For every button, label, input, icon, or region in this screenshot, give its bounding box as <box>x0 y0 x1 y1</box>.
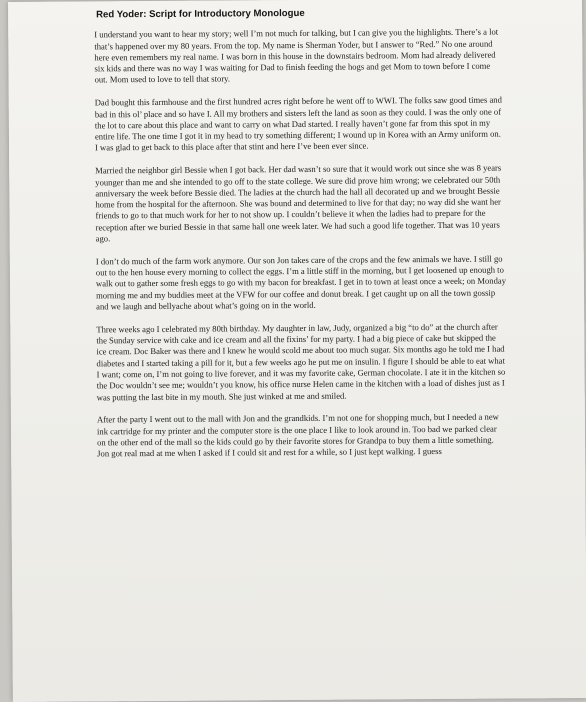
document-title: Red Yoder: Script for Introductory Monologue <box>96 7 305 21</box>
paper-sheet <box>8 0 586 702</box>
paragraph-2: Dad bought this farmhouse and the first hundred acres right before he went off to WWI. The folks saw good times and bad in this ol’ place and so have I. All my brothers and sisters left the land as soon as they could. I was the only one of the lot to care about this place and want to carry on what Dad started. I really haven’t gone far from this spot in my entire life. The one time I got it in my head to try something different; I wound up in Korea with an Army uniform on. I was glad to get back to this place after that stint and here I’ve been ever since. <box>94 94 502 153</box>
paragraph-6: After the party I went out to the mall with Jon and the grandkids. I’m not one for shopping much, but I needed a new ink cartridge for my printer and the computer store is the one place I like to look around in. Too bad we parked clear on the other end of the mall so the kids could go by their favorite stores for Grandpa to buy them a little something. Jon got real mad at me when I asked if I could sit and rest for a while, so I just kept walking. I guess <box>96 411 499 459</box>
paragraph-5: Three weeks ago I celebrated my 80th birthday. My daughter in law, Judy, organized a big “to do” at the church after the Sunday service with cake and ice cream and all the fixins’ for my party. I had a big piece of cake but skipped the ice cream. Doc Baker was there and I knew he would scold me about too much sugar. Six months ago he told me I had diabetes and I started taking a pill for it, but a few weeks ago he put me on insulin. I figure I should be able to eat what I want; come on, I’m not going to live forever, and it was my favorite cake, German chocolate. I ate it in the kitchen so the Doc wouldn’t see me; wouldn’t you know, his office nurse Helen came in the kitchen with a load of dishes just as I was putting the last bite in my mouth. She just winked at me and smiled. <box>96 321 506 403</box>
paragraph-1: I understand you want to hear my story; well I’m not much for talking, but I can give you the highlights. There’s a lot that’s happened over my 80 years. From the top. My name is Sherman Yoder, but I answer to “Red.” No one around here even remembers my real name. I was born in this house in the downstairs bedroom. Mom had already delivered six kids and there was no way I was waiting for Dad to finish feeding the hogs and get Mom to town before I come out. Mom used to love to tell that story. <box>94 26 499 85</box>
paragraph-4: I don’t do much of the farm work anymore. Our son Jon takes care of the crops and the few animals we have. I still go out to the hen house every morning to collect the eggs. I’m a little stiff in the morning, but I get loosened up enough to walk out to gather some fresh eggs to go with my bacon for breakfast. I get in to town at least once a week; on Monday morning me and my buddies meet at the VFW for our coffee and donut break. I get caught up on all the town gossip and we laugh and bellyache about what’s going on in the world. <box>95 253 507 312</box>
paragraph-3: Married the neighbor girl Bessie when I got back. Her dad wasn’t so sure that it would work out since she was 8 years younger than me and she intended to go off to the state college. We sure did prove him wrong; we celebrated our 50th anniversary the week before Bessie died. The ladies at the church had the hall all decorated up and we brought Bessie home from the hospital for the afternoon. She was bound and determined to live for that day; no way did she want her friends to go to that much work for her to not show up. I couldn’t believe it when the ladies had to prepare for the reception after we buried Bessie in that same hall one week later. We had such a good life together. That was 10 years ago. <box>95 162 502 244</box>
document-body <box>94 7 507 472</box>
